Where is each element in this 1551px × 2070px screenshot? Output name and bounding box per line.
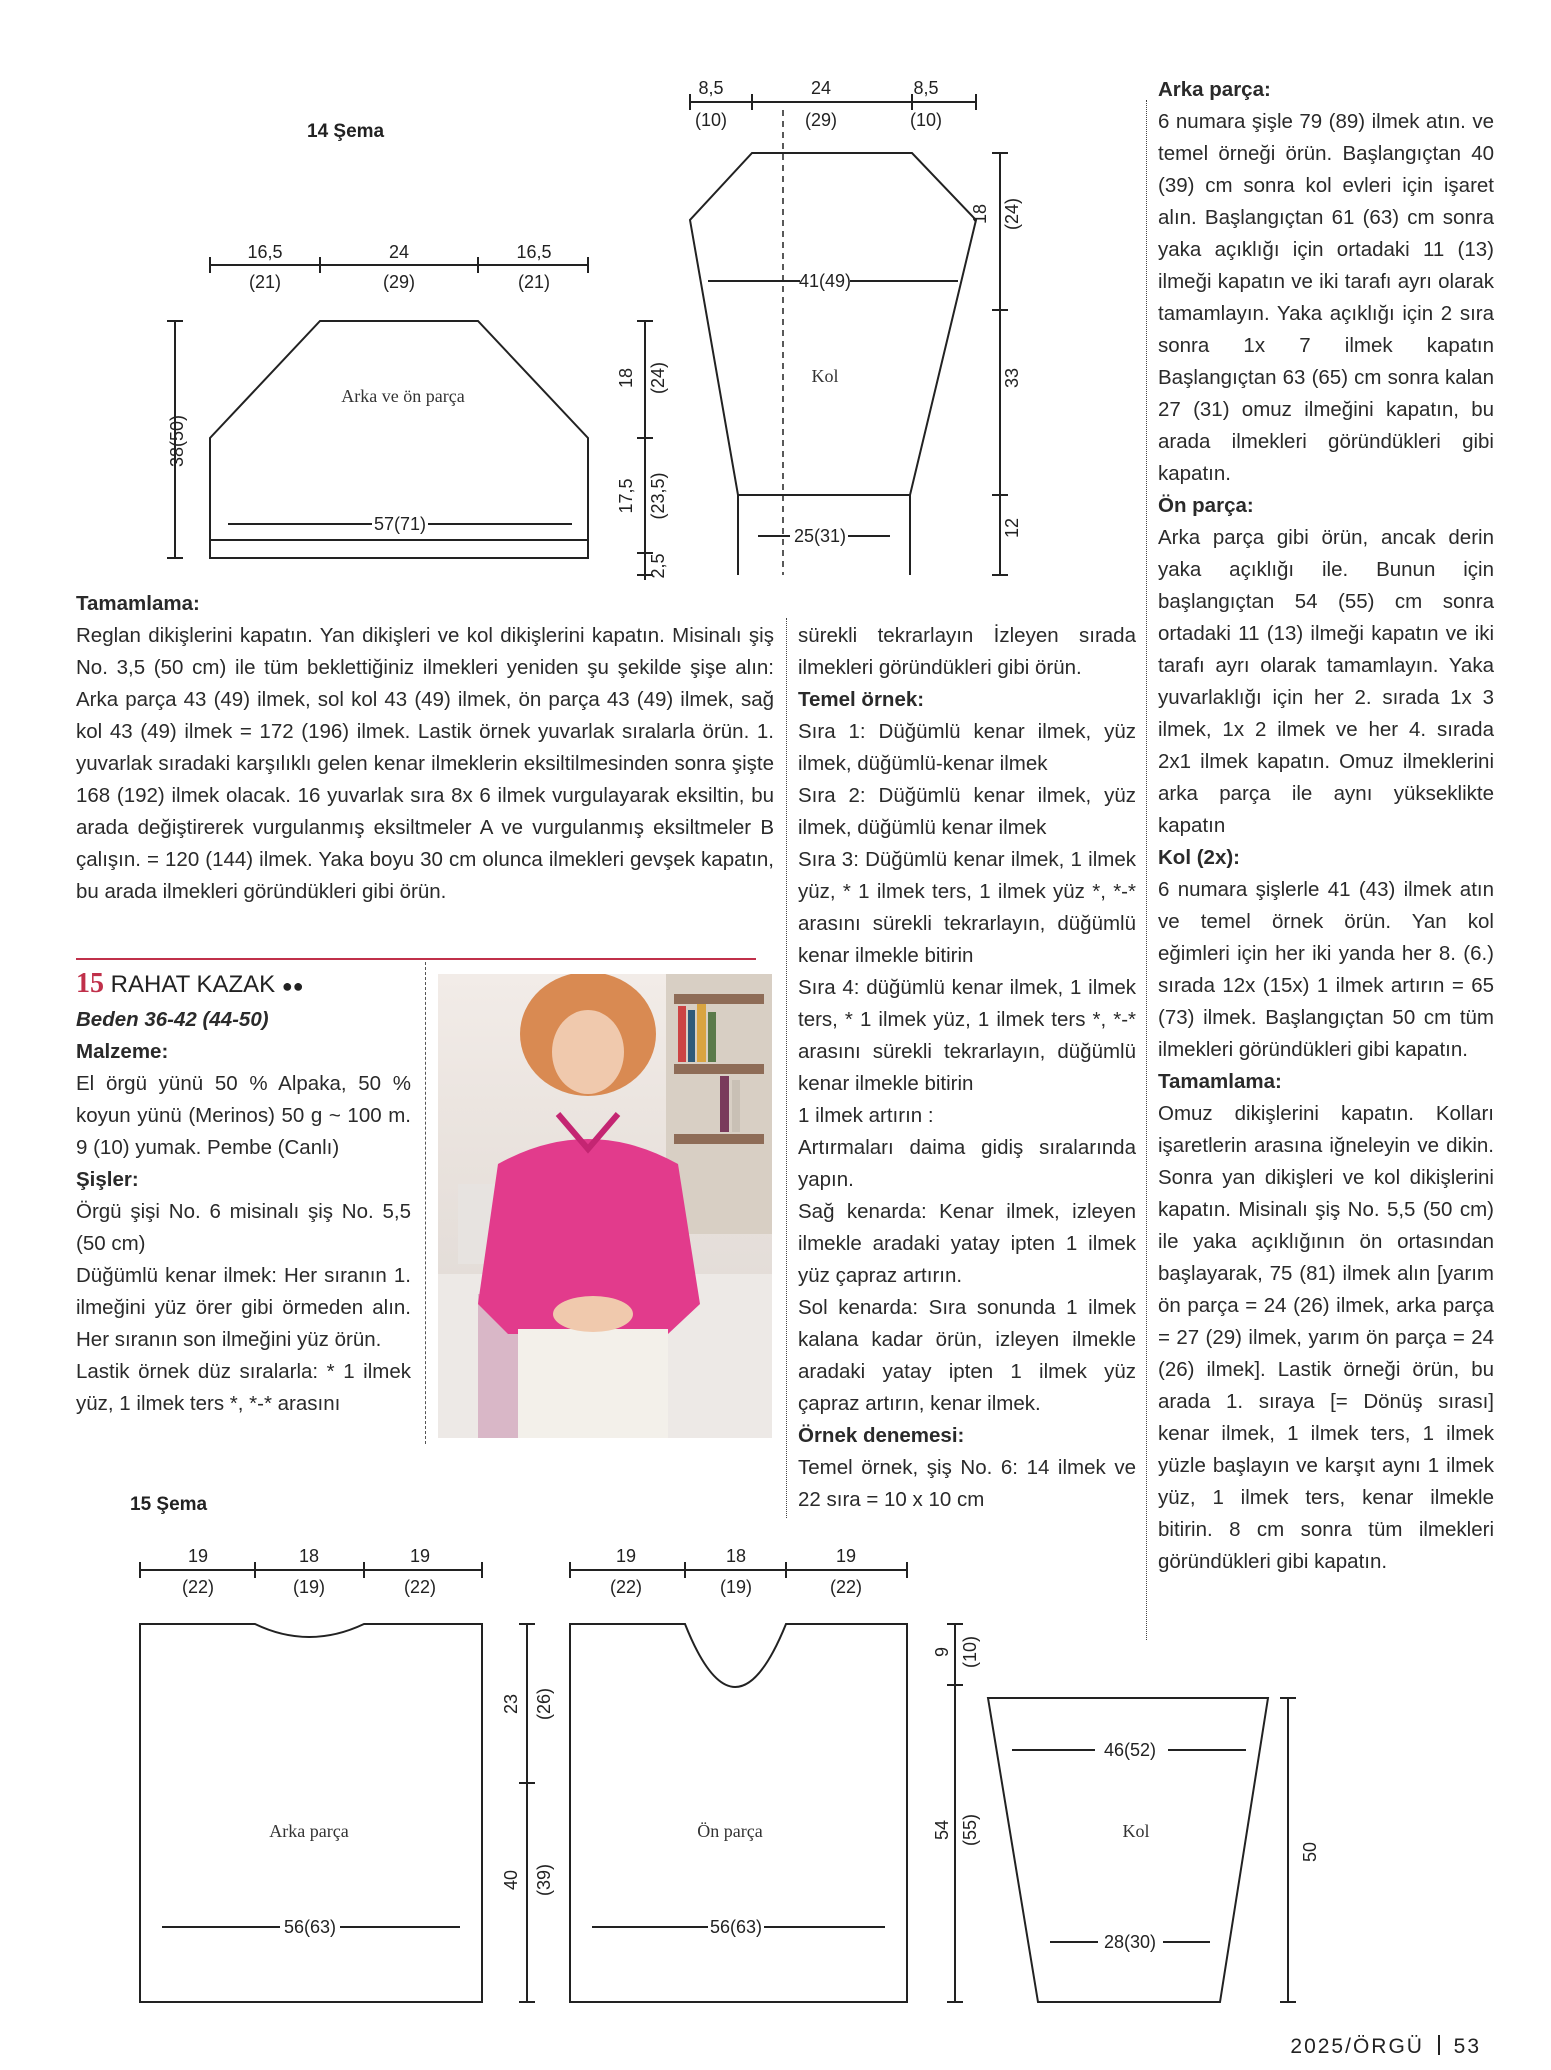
sleeve-top-alt-left: (10) <box>694 110 728 130</box>
body-side2-alt: (23,5) <box>648 472 668 520</box>
back-top-dim-left: 19 <box>187 1546 209 1566</box>
back-piece-label: Arka parça <box>269 1821 349 1841</box>
sleeve-side3-dim: 12 <box>1002 517 1022 539</box>
sleeve-side2-dim: 33 <box>1002 367 1022 389</box>
front-side1-dim: 9 <box>932 1646 952 1658</box>
tamamlama-text: Reglan dikişlerini kapatın. Yan dikişleri ve kol dikişlerini kapatın. Misinalı şiş No. 3,5 (50 cm) ile tüm beklettiğiniz ilmekleri yeniden şu şekilde şişe alın: Arka parça 43 (49) ilmek, sol kol 43 (49) ilmek, ön parça 43 (49) ilmek, sağ kol 43 (49) ilmek = 172 (196) ilmek. Lastik örnek yuvarlak sıralarla örün. 1. yuvarlak sıradaki karşılıklı gelen kenar ilmeklerin eksiltilmesinden sonra şişte 168 (192) ilmek olacak. 16 yuvarlak sıra 8x 6 ilmek vurgulayarak eksiltin, bu arada değiştirerek vurgulanmış eksiltmeler A ve vurgulanmış eksiltmeler B çalışın. = 120 (144) ilmek. Yaka boyu 30 cm olunca ilmekleri gevşek kapatın, bu arada ilmekleri göründükleri gibi örün. <box>76 624 774 903</box>
sira-4: Sıra 4: düğümlü kenar ilmek, 1 ilmek ters, * 1 ilmek yüz, 1 ilmek ters *, *-* arasını sürekli tekrarlayın, düğümlü kenar ilmekle bitirin <box>798 976 1136 1095</box>
body-side2-dim: 17,5 <box>616 478 636 514</box>
front-piece-label: Ön parça <box>697 1821 763 1841</box>
pattern-number: 15 <box>76 968 104 999</box>
front-side2-alt: (55) <box>960 1813 980 1847</box>
body-top-alt-mid: (29) <box>382 272 416 292</box>
page-number: 53 <box>1453 2035 1481 2058</box>
ornek-text: Temel örnek, şiş No. 6: 14 ilmek ve 22 sıra = 10 x 10 cm <box>798 1456 1136 1511</box>
sweater-photo <box>438 974 772 1438</box>
left-photo-divider <box>425 962 426 1444</box>
body-top-dim-left: 16,5 <box>247 242 283 262</box>
size-text: Beden 36-42 (44-50) <box>76 1008 269 1031</box>
sleeve-upper-width: 41(49) <box>798 271 852 291</box>
sleeve-top-dim-mid: 24 <box>810 78 832 98</box>
body-piece-label: Arka ve ön parça <box>341 386 465 406</box>
front-top-alt-right: (22) <box>829 1577 863 1597</box>
middle-column <box>798 620 1136 1516</box>
sleeve-15-bottom-width: 28(30) <box>1103 1932 1157 1952</box>
sleeve-side1-alt: (24) <box>1002 197 1022 231</box>
issue-label: 2025/ÖRGÜ <box>1290 2035 1424 2058</box>
sleeve-top-alt-mid: (29) <box>804 110 838 130</box>
front-top-dim-left: 19 <box>615 1546 637 1566</box>
right-divider <box>1146 100 1147 1640</box>
back-top-alt-right: (22) <box>403 1577 437 1597</box>
malzeme-text: El örgü yünü 50 % Alpaka, 50 % koyun yünü (Merinos) 50 g ~ 100 m. 9 (10) yumak. Pembe (Canlı) <box>76 1072 411 1159</box>
back-side2-alt: (39) <box>534 1863 554 1897</box>
schema14-title: 14 Şema <box>307 121 385 142</box>
tamamlama-heading: Tamamlama: <box>76 592 200 615</box>
body-width-dim: 57(71) <box>373 514 427 534</box>
back-side1-alt: (26) <box>534 1687 554 1721</box>
front-top-dim-right: 19 <box>835 1546 857 1566</box>
sol-kenar: Sol kenarda: Sıra sonunda 1 ilmek kalana kadar örün, izleyen ilmekle aradaki yatay ipten 1 ilmek yüz çapraz artırın, kenar ilmek. <box>798 1296 1136 1415</box>
ornek-heading: Örnek denemesi: <box>798 1424 965 1447</box>
back-top-dim-mid: 18 <box>298 1546 320 1566</box>
difficulty-dots: ●● <box>281 976 304 996</box>
on-text: Arka parça gibi örün, ancak derin yaka açıklığı ile. Bunun için başlangıçtan 54 (55) cm sonra ortadaki 11 (13) ilmeği kapatın ve iki tarafı ayrı olarak tamamlayın. Yaka yuvarlaklığı için her 2. sırada 1x 3 ilmek, 1x 2 ilmek ve her 4. sırada 2x1 ilmek kapatın. Omuz ilmeklerini arka parça ile aynı yükseklikte kapatın <box>1158 526 1494 837</box>
back-top-alt-left: (22) <box>181 1577 215 1597</box>
artirma-note: Artırmaları daima gidiş sıralarında yapın. <box>798 1136 1136 1191</box>
schema15-title: 15 Şema <box>130 1494 208 1515</box>
sira-1: Sıra 1: Düğümlü kenar ilmek, yüz ilmek, düğümlü-kenar ilmek <box>798 720 1136 775</box>
footer-divider <box>1438 2035 1440 2055</box>
pattern-header <box>76 968 304 1002</box>
front-width-dim: 56(63) <box>709 1917 763 1937</box>
pattern-divider <box>76 958 756 960</box>
sleeve-15-height: 50 <box>1300 1841 1320 1863</box>
artirin-text: 1 ilmek artırın : <box>798 1104 934 1127</box>
page-footer <box>1290 2035 1481 2059</box>
arka-heading: Arka parça: <box>1158 78 1271 101</box>
body-top-dim-mid: 24 <box>388 242 410 262</box>
on-heading: Ön parça: <box>1158 494 1254 517</box>
body-height-dim: 38(50) <box>167 414 187 468</box>
body-top-alt-left: (21) <box>248 272 282 292</box>
back-width-dim: 56(63) <box>283 1917 337 1937</box>
front-top-alt-left: (22) <box>609 1577 643 1597</box>
front-piece-outline <box>570 1624 907 2002</box>
left-top-block <box>76 588 774 908</box>
sira-3: Sıra 3: Düğümlü kenar ilmek, 1 ilmek yüz, * 1 ilmek ters, 1 ilmek yüz *, *-* arasını sürekli tekrarlayın, düğümlü kenar ilmekle bitirin <box>798 848 1136 967</box>
sleeve-top-alt-right: (10) <box>909 110 943 130</box>
back-top-dim-right: 19 <box>409 1546 431 1566</box>
sleeve-15-top-width: 46(52) <box>1103 1740 1157 1760</box>
temel-heading: Temel örnek: <box>798 688 925 711</box>
middle-divider <box>786 618 787 1518</box>
sleeve-15-label: Kol <box>1122 1821 1150 1841</box>
body-side1-alt: (24) <box>648 361 668 395</box>
lastik-text: Lastik örnek düz sıralarla: * 1 ilmek yüz, 1 ilmek ters *, *-* arasını <box>76 1360 411 1415</box>
sisler-text: Örgü şişi No. 6 misinalı şiş No. 5,5 (50 cm) <box>76 1200 411 1255</box>
back-side1-dim: 23 <box>501 1693 521 1715</box>
sleeve-side1-dim: 18 <box>970 203 990 225</box>
dugumlu-text: Düğümlü kenar ilmek: Her sıranın 1. ilmeğini yüz örer gibi örmeden alın. Her sıranın son ilmeğini yüz örün. <box>76 1264 411 1351</box>
sleeve-top-dim-left: 8,5 <box>698 78 724 98</box>
body-top-alt-right: (21) <box>517 272 551 292</box>
kol-text: 6 numara şişlerle 41 (43) ilmek atın ve temel örnek örün. Yan kol eğimleri için her iki yanda her 8. (6.) sırada 12x (15x) 1 ilmek artırın = 65 (73) ilmek. Başlangıçtan 50 cm tüm ilmekleri göründükleri gibi kapatın. <box>1158 878 1494 1061</box>
front-side2-dim: 54 <box>932 1819 952 1841</box>
kol-heading: Kol (2x): <box>1158 846 1240 869</box>
tam-heading: Tamamlama: <box>1158 1070 1282 1093</box>
sleeve-cuff-width: 25(31) <box>793 526 847 546</box>
sleeve-piece-outline <box>690 153 976 575</box>
sleeve-piece-label: Kol <box>811 366 839 386</box>
sisler-heading: Şişler: <box>76 1168 139 1191</box>
right-column <box>1158 74 1494 1578</box>
back-piece-outline <box>140 1624 482 2002</box>
body-side1-dim: 18 <box>616 367 636 389</box>
malzeme-heading: Malzeme: <box>76 1040 169 1063</box>
tam-text: Omuz dikişlerini kapatın. Kolları işaretlerin arasına iğneleyin ve dikin. Sonra yan dikişleri ve kol dikişlerini kapatın. Misinalı şiş No. 5,5 (50 cm) ile yaka açıklığının ön ortasından başlayarak, 75 (81) ilmek alın [yarım ön parça = 24 (26) ilmek, arka parça = 27 (29) ilmek, yarım ön parça = 24 (26) ilmek]. Lastik örneği örün, bu arada 1. sıraya [= Dönüş sırası] kenar ilmek, 1 ilmek ters, 1 ilmek yüzle başlayın ve karşıt aynı 1 ilmek yüz, 1 ilmek ters, kenar ilmekle bitirin. 8 cm sonra tüm ilmekleri göründükleri gibi kapatın. <box>1158 1102 1494 1573</box>
body-side3-dim: 2,5 <box>648 553 668 579</box>
sag-kenar: Sağ kenarda: Kenar ilmek, izleyen ilmekle aradaki yatay ipten 1 ilmek yüz çapraz artırın. <box>798 1200 1136 1287</box>
back-top-alt-mid: (19) <box>292 1577 326 1597</box>
pattern-name: RAHAT KAZAK <box>110 971 276 998</box>
left-materials-block <box>76 1004 411 1420</box>
sleeve-top-dim-right: 8,5 <box>913 78 939 98</box>
front-side1-alt: (10) <box>960 1635 980 1669</box>
front-top-alt-mid: (19) <box>719 1577 753 1597</box>
front-top-dim-mid: 18 <box>725 1546 747 1566</box>
lastik-continued: sürekli tekrarlayın İzleyen sırada ilmekleri göründükleri gibi örün. <box>798 624 1136 679</box>
arka-text: 6 numara şişle 79 (89) ilmek atın. ve temel örneği örün. Başlangıçtan 40 (39) cm sonra kol evleri için işaret alın. Başlangıçtan 61 (63) cm sonra yaka açıklığı için ortadaki 11 (13) ilmeği kapatın ve iki tarafı ayrı olarak tamamlayın. Yaka açıklığı için 2 sıra sonra 1x 7 ilmek kapatın Başlangıçtan 63 (65) cm sonra kalan 27 (31) omuz ilmeğini kapatın, bu arada ilmekleri göründükleri gibi kapatın. <box>1158 110 1494 485</box>
back-side2-dim: 40 <box>501 1869 521 1891</box>
sira-2: Sıra 2: Düğümlü kenar ilmek, yüz ilmek, düğümlü kenar ilmek <box>798 784 1136 839</box>
body-top-dim-right: 16,5 <box>516 242 552 262</box>
